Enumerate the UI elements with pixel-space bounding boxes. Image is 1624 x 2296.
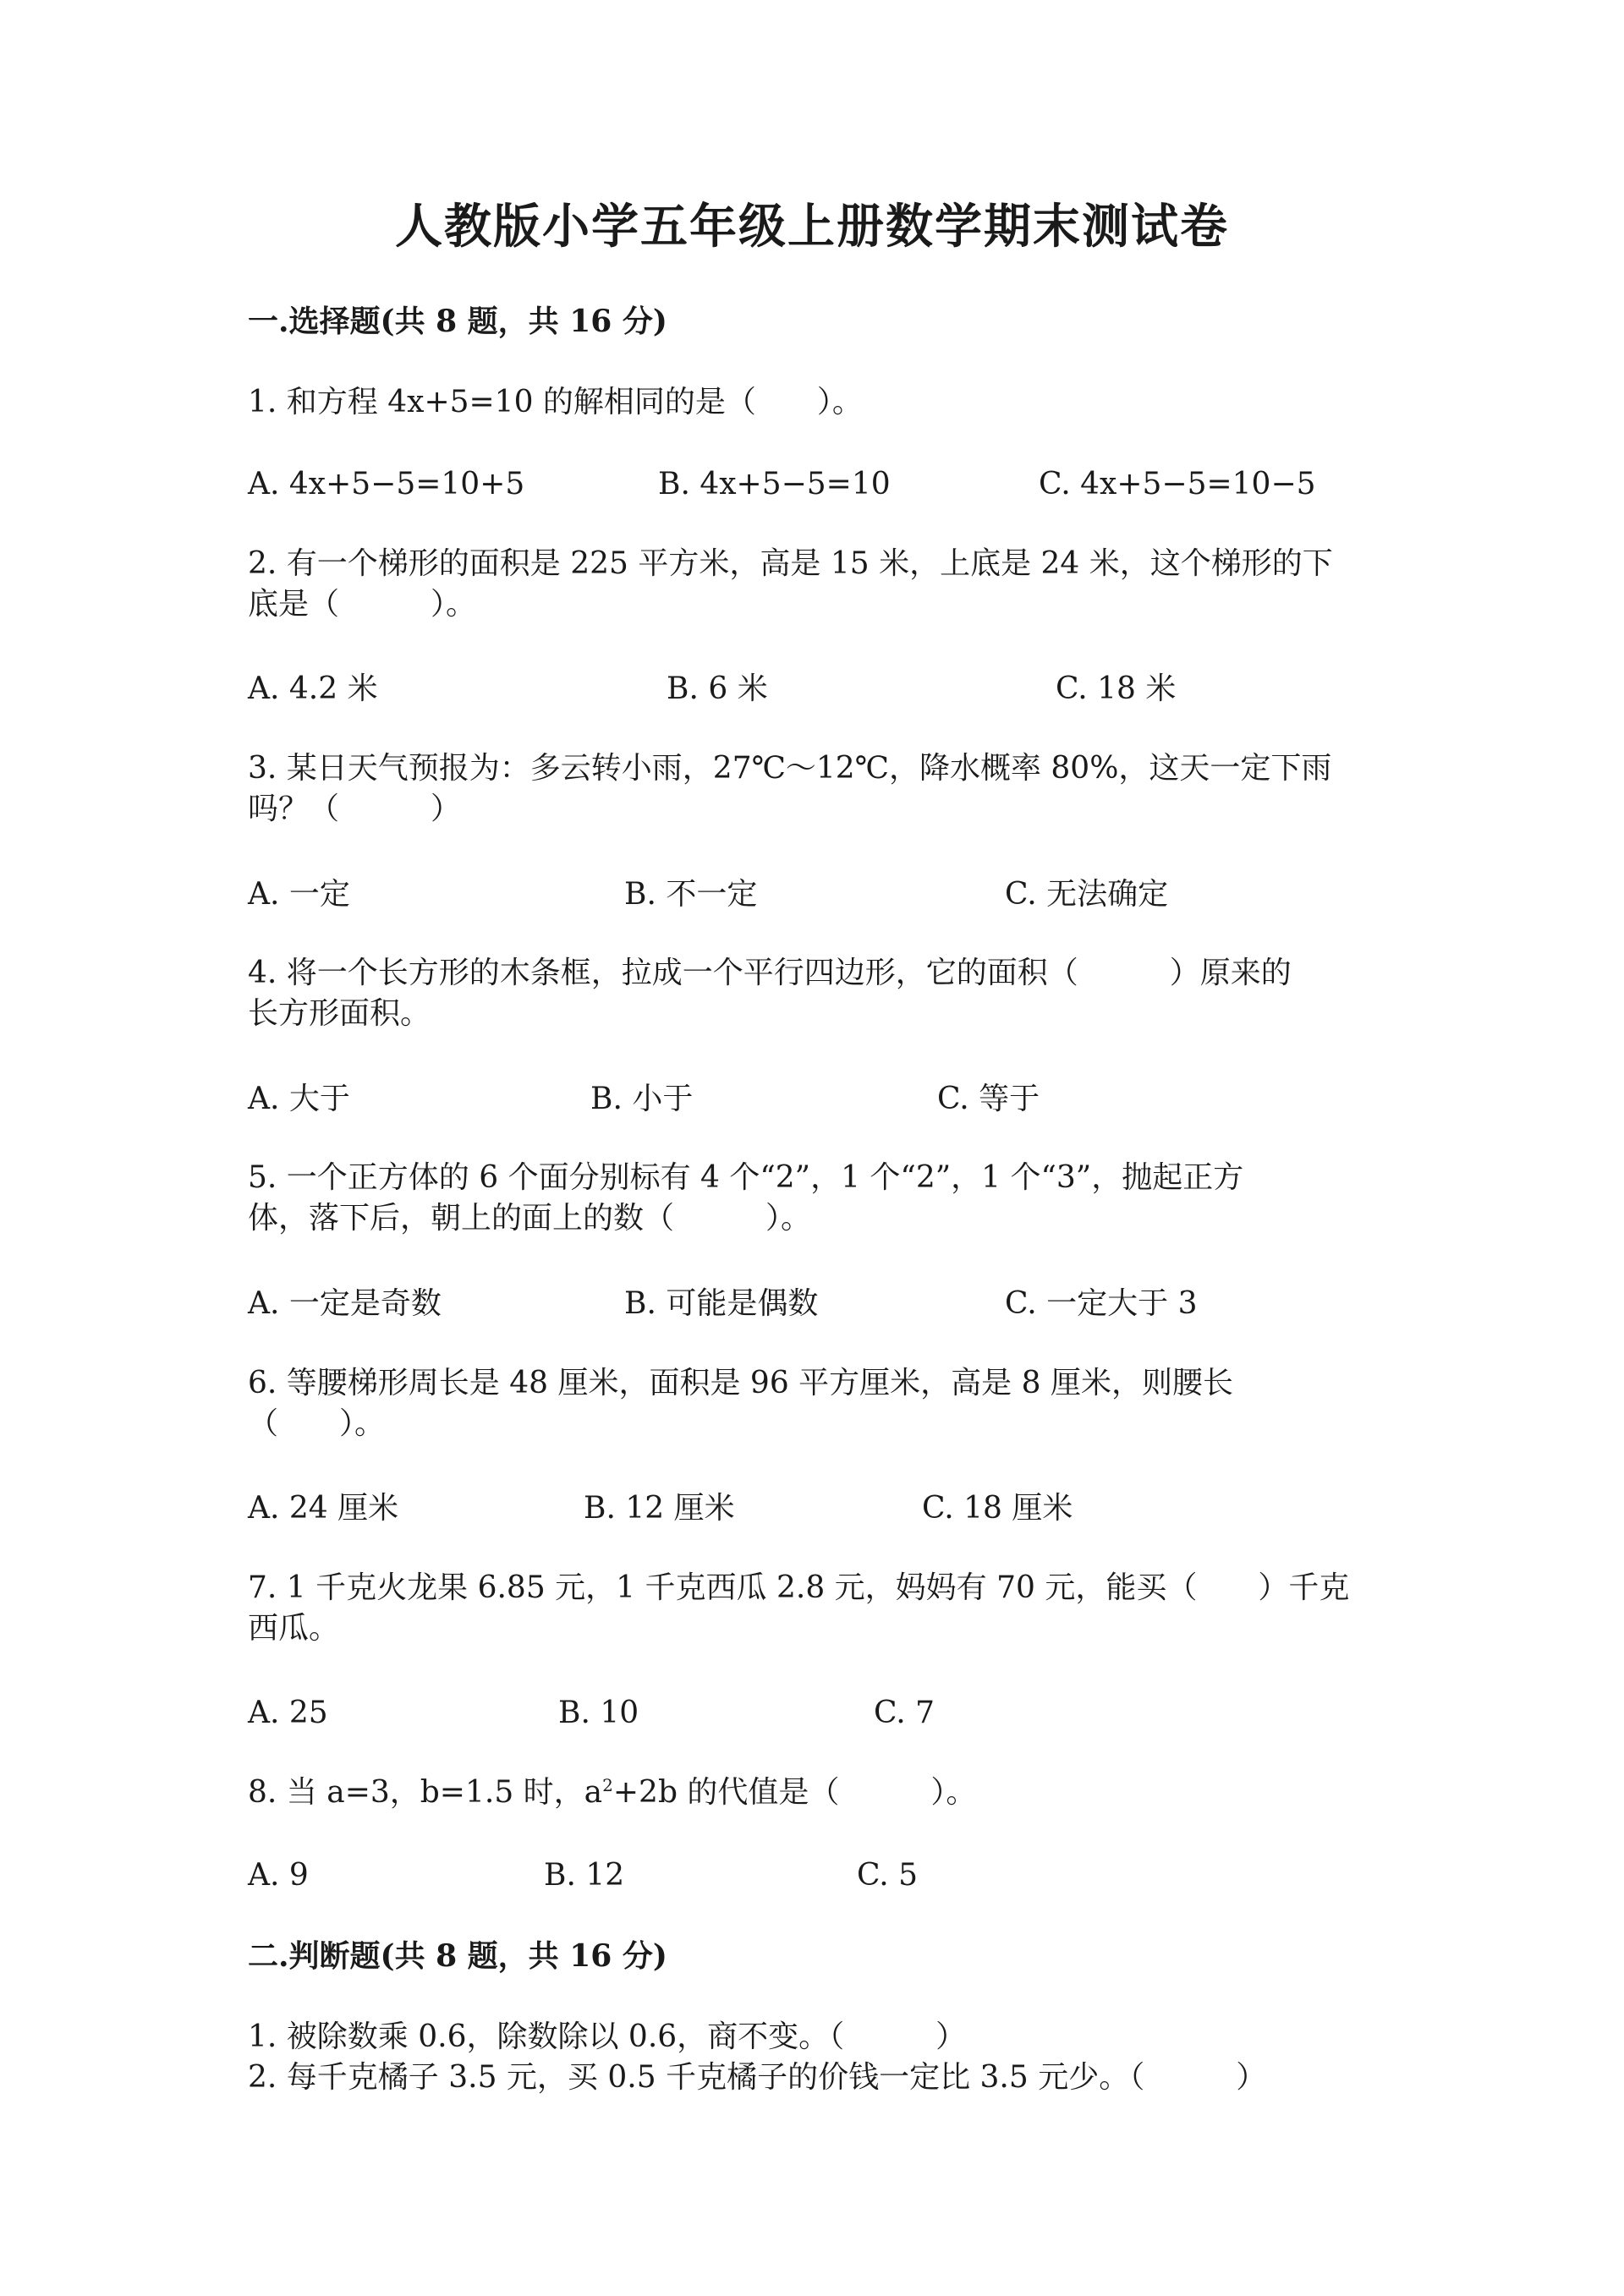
question-text: 4. 将一个长方形的木条框，拉成一个平行四边形，它的面积（ ）原来的: [248, 956, 1292, 990]
judgement-item-2: 2. 每千克橘子 3.5 元，买 0.5 千克橘子的价钱一定比 3.5 元少。（ ）: [248, 2060, 1267, 2095]
question-8: [248, 1773, 1381, 1813]
option-a: A. 4.2 米: [248, 671, 378, 706]
options-8: [248, 1855, 1381, 1897]
question-text-suffix: +2b 的代值是（ ）。: [612, 1775, 977, 1810]
option-b: B. 不一定: [624, 877, 758, 912]
options-5: [248, 1283, 1381, 1325]
option-b: B. 可能是偶数: [624, 1286, 819, 1321]
question-4: [248, 953, 1381, 1034]
options-3: [248, 874, 1381, 916]
option-b: B. 4x+5−5=10: [658, 467, 891, 501]
judgement-item-1: 1. 被除数乘 0.6，除数除以 0.6，商不变。（ ）: [248, 2019, 967, 2054]
section-heading-judgement: 二.判断题(共 8 题，共 16 分): [248, 1938, 667, 1974]
option-a: A. 25: [248, 1696, 328, 1730]
question-text: 7. 1 千克火龙果 6.85 元，1 千克西瓜 2.8 元，妈妈有 70 元，能买（ ）千克: [248, 1570, 1350, 1605]
question-text: 1. 和方程 4x+5=10 的解相同的是（ ）。: [248, 385, 863, 419]
question-text: 3. 某日天气预报为：多云转小雨，27℃～12℃，降水概率 80%，这天一定下雨: [248, 751, 1332, 786]
options-6: [248, 1488, 1381, 1530]
option-a: A. 9: [248, 1858, 309, 1893]
question-text-prefix: 8. 当 a=3，b=1.5 时，a: [248, 1775, 603, 1810]
options-7: [248, 1692, 1381, 1734]
option-a: A. 一定是奇数: [248, 1286, 442, 1321]
question-5: [248, 1158, 1381, 1239]
option-a: A. 4x+5−5=10+5: [248, 467, 525, 501]
option-c: C. 7: [874, 1696, 935, 1730]
option-b: B. 12: [544, 1858, 625, 1893]
question-text: 长方形面积。: [248, 996, 431, 1031]
page-title: 人教版小学五年级上册数学期末测试卷: [395, 199, 1229, 255]
question-text: 6. 等腰梯形周长是 48 厘米，面积是 96 平方厘米，高是 8 厘米，则腰长: [248, 1366, 1233, 1400]
question-text: 2. 有一个梯形的面积是 225 平方米，高是 15 米，上底是 24 米，这个梯形的下: [248, 546, 1333, 581]
question-text: [248, 1773, 1381, 1813]
question-text: 5. 一个正方体的 6 个面分别标有 4 个“2”，1 个“2”，1 个“3”，抛起正方: [248, 1160, 1244, 1195]
question-3: [248, 748, 1381, 830]
question-text: 底是（ ）。: [248, 587, 477, 622]
options-2: [248, 668, 1381, 710]
option-a: A. 一定: [248, 877, 350, 912]
option-c: C. 18 厘米: [922, 1491, 1073, 1526]
question-2: [248, 544, 1381, 625]
exponent: 2: [602, 1775, 613, 1795]
question-text: 西瓜。: [248, 1611, 340, 1646]
question-text: 吗？（ ）: [248, 792, 462, 826]
options-4: [248, 1078, 1381, 1121]
option-c: C. 5: [857, 1858, 919, 1893]
question-6: [248, 1363, 1381, 1444]
option-b: B. 6 米: [667, 671, 768, 706]
option-c: C. 一定大于 3: [1005, 1286, 1198, 1321]
section-heading-choice: 一.选择题(共 8 题，共 16 分): [248, 304, 667, 339]
option-c: C. 等于: [937, 1082, 1040, 1116]
question-1: [248, 382, 1381, 423]
option-c: C. 4x+5−5=10−5: [1039, 467, 1316, 501]
option-c: C. 18 米: [1056, 671, 1177, 706]
question-7: [248, 1568, 1381, 1649]
question-text: （ ）。: [248, 1406, 386, 1441]
option-b: B. 10: [558, 1696, 639, 1730]
question-text: 体，落下后，朝上的面上的数（ ）。: [248, 1201, 812, 1236]
option-a: A. 24 厘米: [248, 1491, 399, 1526]
options-1: [248, 463, 1381, 506]
option-a: A. 大于: [248, 1082, 350, 1116]
option-c: C. 无法确定: [1005, 877, 1169, 912]
option-b: B. 12 厘米: [584, 1491, 735, 1526]
option-b: B. 小于: [590, 1082, 694, 1116]
